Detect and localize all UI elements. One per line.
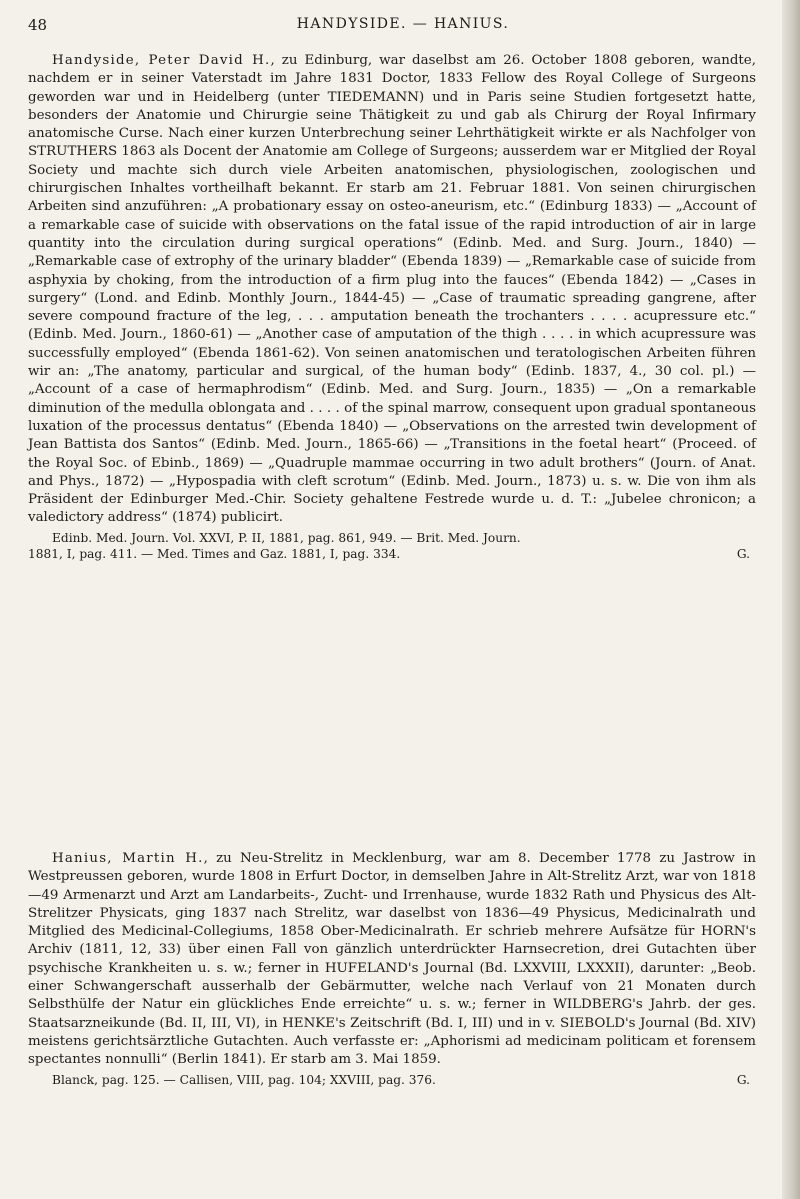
entry-body: , zu Edinburg, war daselbst am 26. October 1808 geboren, wandte, nachdem er in seiner Vaterstadt im Jahre 1831 Doctor, 1833 Fellow des Royal College of Surgeons geworden war und in Heidelberg (unter TIEDEMANN) und in Paris seine Studien fortgesetzt hatte, besonders der Anatomie und Chirurgie seine Thätigkeit zu und gab als Chirurg der Royal Infirmary anatomische Curse. Nach einer kurzen Unterbrechung seiner Lehrthätigkeit wirkte er als Nachfolger von STRUTHERS 1863 als Docent der Anatomie am College of Surgeons; ausserdem war er Mitglied der Royal Society und machte sich durch viele Arbeiten anatomischen, physiologischen, zoologischen und chirurgischen Inhaltes vortheilhaft bekannt. Er starb am 21. Februar 1881. Von seinen chirurgischen Arbeiten sind anzuführen: „A probationary essay on osteo-aneurism, etc.“ (Edinburg 1833) — „Account of a remarkable case of suicide with observations on the fatal issue of the rapid introduction of air in large quantity into the circulation during surgical operations“ (Edinb. Med. and Surg. Journ., 1840) — „Remarkable case of extrophy of the urinary bladder“ (Ebenda 1839) — „Remarkable case of suicide from asphyxia by choking, from the introduction of a firm plug into the fauces“ (Ebenda 1842) — „Cases in surgery“ (Lond. and Edinb. Monthly Journ., 1844-45) — „Case of traumatic spreading gangrene, after severe compound fracture of the leg, . . . amputation beneath the trochanters . . . . acupressure etc.“ (Edinb. Med. Journ., 1860-61) — „Another case of amputation of the thigh . . . . in which acupressure was successfully employed“ (Ebenda 1861-62). Von seinen anatomischen und teratologischen Arbeiten führen wir an: „The anatomy, particular and surgical, of the human body“ (Edinb. 1837, 4., 30 col. pl.) — „Account of a case of hermaphrodism“ (Edinb. Med. and Surg. Journ., 1835) — „On a remarkable diminution of the medulla oblongata and . . . . of the spinal marrow, consequent upon gradual spontaneous luxation of the processus dentatus“ (Ebenda 1840) — „Observations on the arrested twin development of Jean Battista dos Santos“ (Edinb. Med. Journ., 1865-66) — „Transitions in the foetal heart“ (Proceed. of the Royal Soc. of Ebinb., 1869) — „Quadruple mammae occurring in two adult brothers“ (Journ. of Anat. and Phys., 1872) — „Hypospadia with cleft scrotum“ (Edinb. Med. Journ., 1873) u. s. w. Die von ihm als Präsident der Edinburger Med.-Chir. Society gehaltene Festrede wurde u. d. T.: „Jubelee chronicon; a valedictory address“ (1874) publicirt. [28, 53, 756, 526]
entry-references [28, 1072, 756, 1088]
book-page [28, 0, 778, 1199]
book-binding-edge [782, 0, 800, 1199]
entry-hanius [28, 850, 756, 1088]
running-head: HANDYSIDE. — HANIUS. [296, 16, 510, 32]
entry-handyside [28, 52, 756, 562]
entry-body: , zu Neu-Strelitz in Mecklenburg, war am 8. December 1778 zu Jastrow in Westpreussen geboren, wurde 1808 in Erfurt Doctor, in demselben Jahre in Alt-Strelitz Arzt, war von 1818—49 Armenarzt und Arzt am Landarbeits-, Zucht- und Irrenhause, wurde 1832 Rath und Physicus des Alt-Strelitzer Physicats, ging 1837 nach Strelitz, war daselbst von 1836—49 Physicus, Medicinalrath und Mitglied des Medicinal-Collegiums, 1858 Ober-Medicinalrath. Er schrieb mehrere Aufsätze für HORN's Archiv (1811, 12, 33) über einen Fall von gänzlich unterdrückter Harnsecretion, drei Gutachten über psychische Krankheiten u. s. w.; ferner in HUFELAND's Journal (Bd. LXXVIII, LXXXII), darunter: „Beob. einer Schwangerschaft ausserhalb der Gebärmutter, welche nach Verlauf von 21 Monaten durch Selbsthülfe der Natur ein glückliches Ende erreichte“ u. s. w.; ferner in WILDBERG's Jahrb. der ges. Staatsarzneikunde (Bd. II, III, VI), in HENKE's Zeitschrift (Bd. I, III) und in v. SIEBOLD's Journal (Bd. XIV) meistens gerichtsärztliche Gutachten. Auch verfasste er: „Aphorismi ad medicinam politicam et forensem spectantes nonnulli“ (Berlin 1841). Er starb am 3. Mai 1859. [28, 851, 756, 1068]
entry-headword: Hanius, Martin H. [52, 851, 204, 866]
author-initial: G. [736, 546, 750, 561]
reference-line: Edinb. Med. Journ. Vol. XXVI, P. II, 1881, pag. 861, 949. — Brit. Med. Journ. [52, 530, 521, 545]
entry-text [28, 850, 756, 1070]
page-number: 48 [28, 16, 48, 34]
entry-text [28, 52, 756, 528]
author-initial: G. [736, 1072, 750, 1087]
reference-line: 1881, I, pag. 411. — Med. Times and Gaz. 1881, I, pag. 334. [28, 546, 401, 561]
entry-references [28, 530, 756, 562]
reference-line: Blanck, pag. 125. — Callisen, VIII, pag. 104; XXVIII, pag. 376. [52, 1072, 436, 1087]
entry-headword: Handyside, Peter David H. [52, 53, 271, 68]
page-header [28, 8, 778, 38]
